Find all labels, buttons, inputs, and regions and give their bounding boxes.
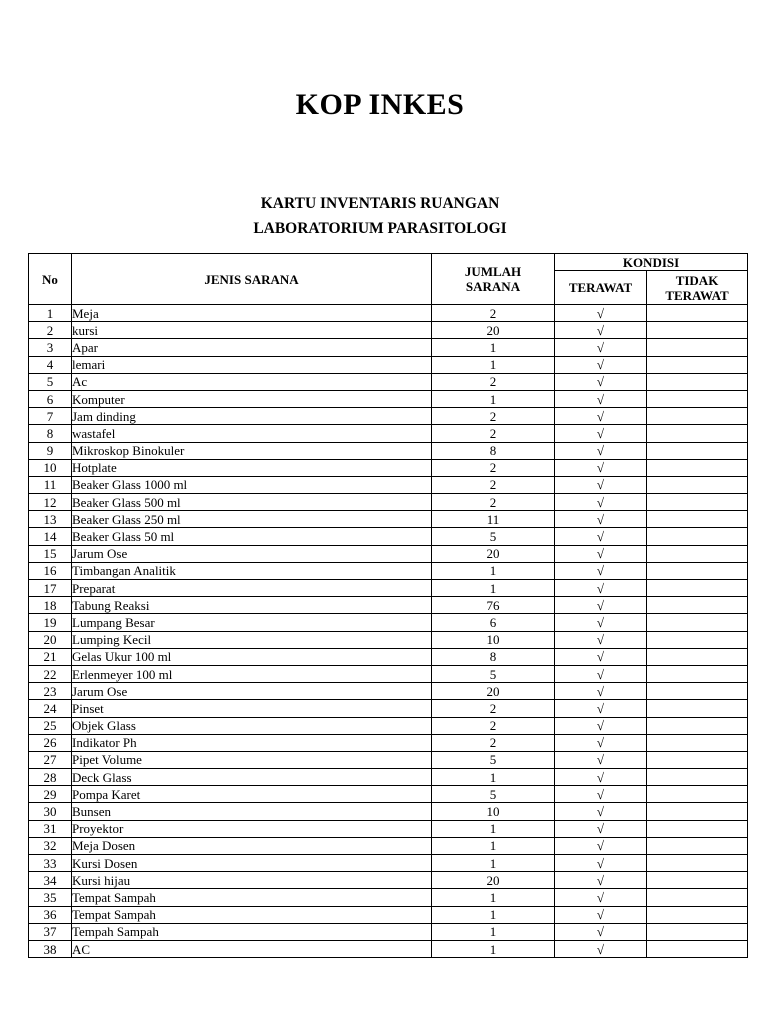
- cell-jumlah: 10: [432, 803, 555, 820]
- table-row: [29, 511, 748, 528]
- cell-jumlah: 2: [432, 425, 555, 442]
- cell-jumlah: 2: [432, 700, 555, 717]
- cell-terawat: √: [555, 837, 647, 854]
- cell-tidak-terawat: [647, 872, 748, 889]
- cell-no: 24: [29, 700, 72, 717]
- cell-terawat: √: [555, 872, 647, 889]
- cell-jumlah: 6: [432, 614, 555, 631]
- kop-title: KOP INKES: [295, 88, 465, 121]
- cell-jumlah: 76: [432, 597, 555, 614]
- cell-no: 15: [29, 545, 72, 562]
- cell-no: 12: [29, 494, 72, 511]
- cell-jumlah: 1: [432, 923, 555, 940]
- cell-terawat: √: [555, 356, 647, 373]
- cell-tidak-terawat: [647, 700, 748, 717]
- cell-no: 33: [29, 855, 72, 872]
- cell-no: 14: [29, 528, 72, 545]
- cell-tidak-terawat: [647, 390, 748, 407]
- cell-jumlah: 2: [432, 305, 555, 322]
- cell-terawat: √: [555, 786, 647, 803]
- cell-jumlah: 5: [432, 751, 555, 768]
- table-row: [29, 614, 748, 631]
- cell-jenis-sarana: Preparat: [72, 580, 432, 597]
- cell-jumlah: 1: [432, 820, 555, 837]
- cell-terawat: √: [555, 906, 647, 923]
- cell-no: 1: [29, 305, 72, 322]
- cell-jumlah: 1: [432, 580, 555, 597]
- table-row: [29, 580, 748, 597]
- table-row: [29, 940, 748, 957]
- cell-tidak-terawat: [647, 940, 748, 957]
- cell-jumlah: 1: [432, 906, 555, 923]
- card-title: KARTU INVENTARIS RUANGAN: [260, 195, 500, 212]
- cell-jenis-sarana: kursi: [72, 322, 432, 339]
- cell-jumlah: 5: [432, 528, 555, 545]
- cell-terawat: √: [555, 665, 647, 682]
- cell-no: 10: [29, 459, 72, 476]
- cell-jenis-sarana: Mikroskop Binokuler: [72, 442, 432, 459]
- cell-no: 36: [29, 906, 72, 923]
- table-row: [29, 683, 748, 700]
- cell-jenis-sarana: Tempat Sampah: [72, 889, 432, 906]
- cell-jumlah: 8: [432, 442, 555, 459]
- table-row: [29, 923, 748, 940]
- cell-tidak-terawat: [647, 751, 748, 768]
- cell-no: 22: [29, 665, 72, 682]
- cell-jenis-sarana: Komputer: [72, 390, 432, 407]
- cell-jenis-sarana: Beaker Glass 1000 ml: [72, 476, 432, 493]
- cell-terawat: √: [555, 528, 647, 545]
- cell-no: 30: [29, 803, 72, 820]
- table-row: [29, 837, 748, 854]
- cell-tidak-terawat: [647, 442, 748, 459]
- cell-jenis-sarana: Hotplate: [72, 459, 432, 476]
- cell-tidak-terawat: [647, 339, 748, 356]
- cell-jenis-sarana: AC: [72, 940, 432, 957]
- table-row: [29, 442, 748, 459]
- cell-tidak-terawat: [647, 614, 748, 631]
- cell-jumlah: 2: [432, 459, 555, 476]
- cell-jenis-sarana: wastafel: [72, 425, 432, 442]
- table-row: [29, 322, 748, 339]
- cell-jenis-sarana: Tempah Sampah: [72, 923, 432, 940]
- cell-terawat: √: [555, 734, 647, 751]
- cell-jenis-sarana: Beaker Glass 500 ml: [72, 494, 432, 511]
- cell-no: 29: [29, 786, 72, 803]
- header-jumlah-line-2: SARANA: [465, 279, 521, 294]
- cell-tidak-terawat: [647, 373, 748, 390]
- table-row: [29, 872, 748, 889]
- table-row: [29, 305, 748, 322]
- cell-jenis-sarana: Tabung Reaksi: [72, 597, 432, 614]
- cell-no: 3: [29, 339, 72, 356]
- table-row: [29, 373, 748, 390]
- cell-no: 31: [29, 820, 72, 837]
- cell-tidak-terawat: [647, 648, 748, 665]
- header-no: No: [29, 254, 72, 305]
- cell-no: 9: [29, 442, 72, 459]
- cell-tidak-terawat: [647, 322, 748, 339]
- cell-terawat: √: [555, 700, 647, 717]
- table-row: [29, 855, 748, 872]
- cell-tidak-terawat: [647, 769, 748, 786]
- cell-tidak-terawat: [647, 580, 748, 597]
- cell-tidak-terawat: [647, 356, 748, 373]
- cell-tidak-terawat: [647, 305, 748, 322]
- cell-jumlah: 20: [432, 872, 555, 889]
- cell-no: 17: [29, 580, 72, 597]
- cell-tidak-terawat: [647, 837, 748, 854]
- cell-tidak-terawat: [647, 528, 748, 545]
- cell-no: 4: [29, 356, 72, 373]
- cell-terawat: √: [555, 648, 647, 665]
- cell-jumlah: 2: [432, 734, 555, 751]
- cell-jenis-sarana: Pompa Karet: [72, 786, 432, 803]
- cell-tidak-terawat: [647, 631, 748, 648]
- cell-jenis-sarana: Jam dinding: [72, 408, 432, 425]
- table-row: [29, 803, 748, 820]
- cell-no: 6: [29, 390, 72, 407]
- cell-terawat: √: [555, 580, 647, 597]
- cell-no: 2: [29, 322, 72, 339]
- cell-jumlah: 5: [432, 786, 555, 803]
- cell-no: 16: [29, 562, 72, 579]
- cell-jenis-sarana: Timbangan Analitik: [72, 562, 432, 579]
- cell-no: 38: [29, 940, 72, 957]
- cell-jenis-sarana: Lumping Kecil: [72, 631, 432, 648]
- cell-no: 26: [29, 734, 72, 751]
- table-row: [29, 751, 748, 768]
- cell-no: 21: [29, 648, 72, 665]
- cell-jenis-sarana: Bunsen: [72, 803, 432, 820]
- cell-terawat: √: [555, 408, 647, 425]
- cell-terawat: √: [555, 597, 647, 614]
- cell-no: 7: [29, 408, 72, 425]
- lab-title: LABORATORIUM PARASITOLOGI: [253, 220, 507, 237]
- cell-terawat: √: [555, 717, 647, 734]
- cell-tidak-terawat: [647, 855, 748, 872]
- cell-tidak-terawat: [647, 665, 748, 682]
- cell-jumlah: 2: [432, 494, 555, 511]
- table-row: [29, 408, 748, 425]
- cell-terawat: √: [555, 511, 647, 528]
- cell-jumlah: 1: [432, 339, 555, 356]
- table-row: [29, 494, 748, 511]
- cell-terawat: √: [555, 476, 647, 493]
- cell-jumlah: 20: [432, 322, 555, 339]
- table-row: [29, 476, 748, 493]
- cell-terawat: √: [555, 373, 647, 390]
- cell-jumlah: 2: [432, 476, 555, 493]
- cell-terawat: √: [555, 390, 647, 407]
- cell-tidak-terawat: [647, 476, 748, 493]
- cell-jenis-sarana: Gelas Ukur 100 ml: [72, 648, 432, 665]
- cell-tidak-terawat: [647, 494, 748, 511]
- cell-jumlah: 8: [432, 648, 555, 665]
- header-kondisi: KONDISI: [555, 254, 748, 271]
- cell-no: 20: [29, 631, 72, 648]
- table-row: [29, 734, 748, 751]
- cell-jenis-sarana: Proyektor: [72, 820, 432, 837]
- table-row: [29, 786, 748, 803]
- cell-jenis-sarana: Beaker Glass 50 ml: [72, 528, 432, 545]
- cell-tidak-terawat: [647, 717, 748, 734]
- cell-no: 27: [29, 751, 72, 768]
- table-row: [29, 820, 748, 837]
- cell-terawat: √: [555, 751, 647, 768]
- cell-no: 19: [29, 614, 72, 631]
- header-jumlah-line-1: JUMLAH: [464, 264, 522, 279]
- table-row: [29, 459, 748, 476]
- cell-terawat: √: [555, 425, 647, 442]
- cell-terawat: √: [555, 889, 647, 906]
- cell-terawat: √: [555, 855, 647, 872]
- cell-no: 23: [29, 683, 72, 700]
- cell-terawat: √: [555, 923, 647, 940]
- cell-terawat: √: [555, 769, 647, 786]
- table-row: [29, 906, 748, 923]
- cell-tidak-terawat: [647, 820, 748, 837]
- table-row: [29, 339, 748, 356]
- table-row: [29, 528, 748, 545]
- header-jenis-sarana: JENIS SARANA: [72, 254, 432, 305]
- cell-no: 25: [29, 717, 72, 734]
- table-row: [29, 425, 748, 442]
- table-row: [29, 717, 748, 734]
- cell-jenis-sarana: Pinset: [72, 700, 432, 717]
- table-row: [29, 390, 748, 407]
- cell-jumlah: 1: [432, 889, 555, 906]
- cell-no: 37: [29, 923, 72, 940]
- cell-no: 18: [29, 597, 72, 614]
- cell-jenis-sarana: Deck Glass: [72, 769, 432, 786]
- table-row: [29, 562, 748, 579]
- cell-terawat: √: [555, 545, 647, 562]
- cell-terawat: √: [555, 442, 647, 459]
- cell-jenis-sarana: Jarum Ose: [72, 545, 432, 562]
- cell-jenis-sarana: Beaker Glass 250 ml: [72, 511, 432, 528]
- cell-jenis-sarana: Pipet Volume: [72, 751, 432, 768]
- cell-terawat: √: [555, 614, 647, 631]
- cell-tidak-terawat: [647, 545, 748, 562]
- cell-no: 11: [29, 476, 72, 493]
- cell-tidak-terawat: [647, 734, 748, 751]
- table-body: [29, 305, 748, 958]
- cell-no: 28: [29, 769, 72, 786]
- cell-jenis-sarana: Indikator Ph: [72, 734, 432, 751]
- table-row: [29, 769, 748, 786]
- cell-tidak-terawat: [647, 408, 748, 425]
- cell-tidak-terawat: [647, 803, 748, 820]
- cell-terawat: √: [555, 683, 647, 700]
- cell-jenis-sarana: Apar: [72, 339, 432, 356]
- cell-jumlah: 1: [432, 940, 555, 957]
- cell-jenis-sarana: Meja Dosen: [72, 837, 432, 854]
- cell-terawat: √: [555, 305, 647, 322]
- cell-jumlah: 2: [432, 717, 555, 734]
- cell-jumlah: 10: [432, 631, 555, 648]
- table-row: [29, 597, 748, 614]
- inventory-table: [28, 253, 748, 958]
- cell-no: 5: [29, 373, 72, 390]
- table-row: [29, 545, 748, 562]
- cell-tidak-terawat: [647, 562, 748, 579]
- table-row: [29, 356, 748, 373]
- cell-terawat: √: [555, 339, 647, 356]
- cell-terawat: √: [555, 459, 647, 476]
- cell-jenis-sarana: Lumpang Besar: [72, 614, 432, 631]
- cell-jumlah: 5: [432, 665, 555, 682]
- table-row: [29, 648, 748, 665]
- cell-jumlah: 20: [432, 683, 555, 700]
- header-jumlah-sarana: [432, 254, 555, 305]
- cell-jenis-sarana: Kursi hijau: [72, 872, 432, 889]
- cell-no: 32: [29, 837, 72, 854]
- cell-jumlah: 1: [432, 562, 555, 579]
- cell-terawat: √: [555, 562, 647, 579]
- cell-tidak-terawat: [647, 786, 748, 803]
- cell-tidak-terawat: [647, 459, 748, 476]
- cell-jumlah: 1: [432, 356, 555, 373]
- cell-terawat: √: [555, 820, 647, 837]
- cell-jumlah: 2: [432, 408, 555, 425]
- cell-tidak-terawat: [647, 889, 748, 906]
- cell-jumlah: 1: [432, 390, 555, 407]
- cell-tidak-terawat: [647, 511, 748, 528]
- cell-jumlah: 1: [432, 837, 555, 854]
- cell-tidak-terawat: [647, 683, 748, 700]
- cell-tidak-terawat: [647, 597, 748, 614]
- cell-no: 13: [29, 511, 72, 528]
- header-terawat: TERAWAT: [555, 271, 647, 305]
- table-row: [29, 631, 748, 648]
- cell-jenis-sarana: Ac: [72, 373, 432, 390]
- cell-jumlah: 2: [432, 373, 555, 390]
- cell-terawat: √: [555, 322, 647, 339]
- cell-no: 35: [29, 889, 72, 906]
- cell-no: 8: [29, 425, 72, 442]
- cell-jenis-sarana: Erlenmeyer 100 ml: [72, 665, 432, 682]
- cell-jenis-sarana: Tempat Sampah: [72, 906, 432, 923]
- cell-jumlah: 20: [432, 545, 555, 562]
- cell-tidak-terawat: [647, 906, 748, 923]
- cell-terawat: √: [555, 803, 647, 820]
- header-tidak-line-2: TERAWAT: [665, 287, 729, 303]
- cell-terawat: √: [555, 494, 647, 511]
- cell-jenis-sarana: Meja: [72, 305, 432, 322]
- cell-jumlah: 1: [432, 769, 555, 786]
- header-tidak-terawat: [647, 271, 748, 305]
- cell-tidak-terawat: [647, 923, 748, 940]
- table-row: [29, 665, 748, 682]
- cell-jenis-sarana: Objek Glass: [72, 717, 432, 734]
- table-row: [29, 889, 748, 906]
- header-tidak-line-1: TIDAK: [675, 272, 719, 288]
- cell-jumlah: 11: [432, 511, 555, 528]
- cell-jenis-sarana: Jarum Ose: [72, 683, 432, 700]
- table-row: [29, 700, 748, 717]
- cell-jumlah: 1: [432, 855, 555, 872]
- cell-terawat: √: [555, 631, 647, 648]
- cell-tidak-terawat: [647, 425, 748, 442]
- cell-terawat: √: [555, 940, 647, 957]
- cell-no: 34: [29, 872, 72, 889]
- cell-jenis-sarana: lemari: [72, 356, 432, 373]
- table-header: [29, 254, 748, 305]
- cell-jenis-sarana: Kursi Dosen: [72, 855, 432, 872]
